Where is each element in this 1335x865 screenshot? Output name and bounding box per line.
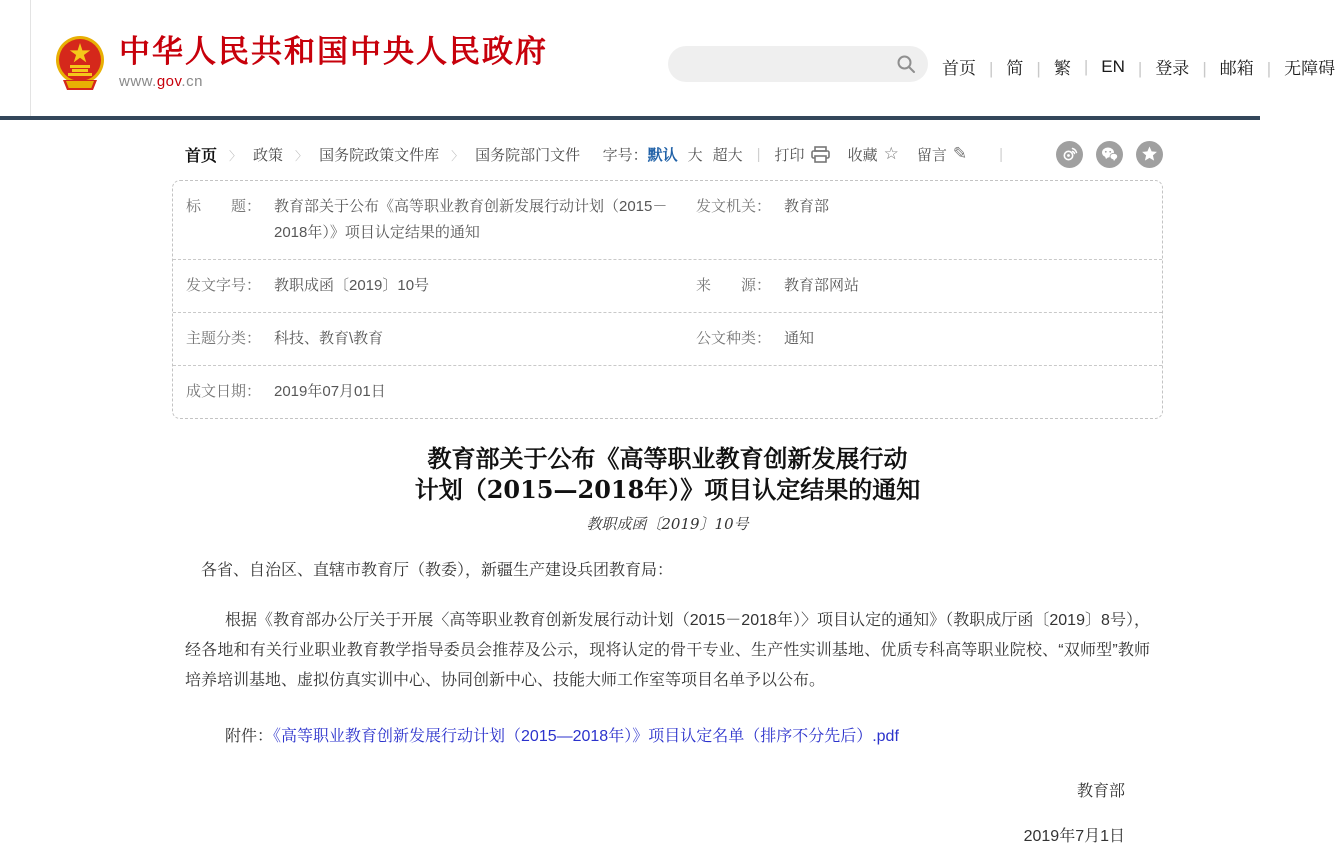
attachment-line xyxy=(185,722,1150,752)
meta-value-source: 教育部网站 xyxy=(784,277,860,294)
article-body xyxy=(185,556,1150,752)
star-share-icon[interactable] xyxy=(1136,141,1163,168)
breadcrumb-policy-library[interactable]: 〉 国务院政策文件库 xyxy=(283,144,439,165)
main-content xyxy=(172,138,1163,846)
site-logo[interactable] xyxy=(55,34,548,92)
signature-block xyxy=(185,778,1150,846)
star-icon: ☆ xyxy=(883,144,899,163)
site-header xyxy=(0,0,1335,116)
toolbar-separator: | xyxy=(756,145,761,163)
wechat-share-icon[interactable] xyxy=(1096,141,1123,168)
breadcrumb-home[interactable]: 首页 xyxy=(185,147,218,165)
site-url: www.gov.cn xyxy=(119,73,203,90)
meta-row-date xyxy=(173,366,1162,418)
favorite-button[interactable]: 收藏 ☆ xyxy=(847,144,899,164)
article-toolbar xyxy=(603,144,1017,165)
meta-value-category: 科技、教育\教育 xyxy=(274,330,384,347)
attachment-pdf-link[interactable]: 《高等职业教育创新发展行动计划（2015—2018年）》项目认定名单（排序不分先后）.pdf xyxy=(273,728,899,745)
meta-row-category xyxy=(173,313,1162,366)
article-title xyxy=(185,443,1150,505)
signature-signer: 教育部 xyxy=(1076,783,1125,800)
header-divider-bar xyxy=(0,116,1260,120)
pencil-icon: ✎ xyxy=(952,144,968,163)
meta-label-source: 来 源： xyxy=(696,277,772,294)
meta-label-category: 主题分类： xyxy=(186,330,262,347)
meta-value-date: 2019年07月01日 xyxy=(274,383,386,400)
weibo-share-icon[interactable] xyxy=(1056,141,1083,168)
comment-button[interactable]: 留言 ✎ xyxy=(916,144,968,164)
meta-value-doctype: 通知 xyxy=(784,330,815,347)
nav-accessibility[interactable]: | 无障碍 xyxy=(1254,54,1335,79)
article-salutation: 各省、自治区、直辖市教育厅（教委），新疆生产建设兵团教育局： xyxy=(201,562,674,579)
meta-value-docnumber: 教职成函〔2019〕10号 xyxy=(274,277,430,294)
meta-row-title xyxy=(173,181,1162,260)
search-box xyxy=(668,46,928,82)
nav-home[interactable]: 首页 xyxy=(942,59,976,78)
article xyxy=(172,443,1163,846)
attachment-label: 附件： xyxy=(225,728,274,745)
meta-label-title: 标 题： xyxy=(186,198,262,215)
article-paragraph: 根据《教育部办公厅关于开展〈高等职业教育创新发展行动计划（2015－2018年）〉项目认定的通知》（教职成厅函〔2019〕8号），经各地和有关行业职业教育教学指导委员会推荐及公示，现将认定的骨干专业、生产性实训基地、优质专科高等职业院校、“双师型”教师培养培训基地、虚拟仿真实训中心、协同创新中心、技能大师工作室等项目名单予以公布。 xyxy=(185,612,1150,689)
nav-simplified[interactable]: | 简 xyxy=(976,54,1023,79)
breadcrumb xyxy=(185,143,580,166)
crumb-toolbar-row xyxy=(172,138,1163,170)
site-title: 中华人民共和国中央人民政府 xyxy=(119,34,548,70)
font-size-default-button[interactable]: 默认 xyxy=(647,146,678,164)
breadcrumb-department-docs[interactable]: 〉 国务院部门文件 xyxy=(439,144,580,165)
font-size-xbig-button[interactable]: 超大 xyxy=(712,146,743,164)
meta-label-doctype: 公文种类： xyxy=(696,330,772,347)
left-edge-line xyxy=(30,0,31,116)
signature-date: 2019年7月1日 xyxy=(1023,828,1125,845)
nav-mail[interactable]: | 邮箱 xyxy=(1189,54,1253,79)
article-title-line1: 教育部关于公布《高等职业教育创新发展行动 xyxy=(427,444,908,473)
nav-login[interactable]: | 登录 xyxy=(1125,54,1189,79)
toolbar-separator: | xyxy=(999,145,1003,163)
meta-value-issuer: 教育部 xyxy=(784,198,830,215)
meta-row-docnumber xyxy=(173,260,1162,313)
top-nav xyxy=(942,54,1335,79)
nav-english[interactable]: | EN xyxy=(1071,57,1125,77)
meta-label-date: 成文日期： xyxy=(186,383,262,400)
document-meta-table xyxy=(172,180,1163,419)
national-emblem-icon xyxy=(55,34,105,92)
meta-value-title: 教育部关于公布《高等职业教育创新发展行动计划（2015－2018年）》项目认定结果的通知 xyxy=(274,198,668,241)
font-size-label: 字号： xyxy=(602,146,648,164)
meta-label-docnumber: 发文字号： xyxy=(186,277,262,294)
printer-icon xyxy=(811,146,830,163)
search-icon[interactable] xyxy=(896,54,916,74)
meta-label-issuer: 发文机关： xyxy=(696,198,772,215)
article-title-line2: 计划（2015—2018年）》项目认定结果的通知 xyxy=(414,475,921,504)
font-size-big-button[interactable]: 大 xyxy=(687,146,703,164)
article-doc-number: 教职成函〔2019〕10号 xyxy=(586,515,749,533)
nav-traditional[interactable]: | 繁 xyxy=(1023,54,1070,79)
search-input[interactable] xyxy=(668,46,896,82)
breadcrumb-policy[interactable]: 〉 政策 xyxy=(217,144,283,165)
print-button[interactable]: 打印 xyxy=(775,144,848,165)
share-icons xyxy=(1043,141,1163,168)
